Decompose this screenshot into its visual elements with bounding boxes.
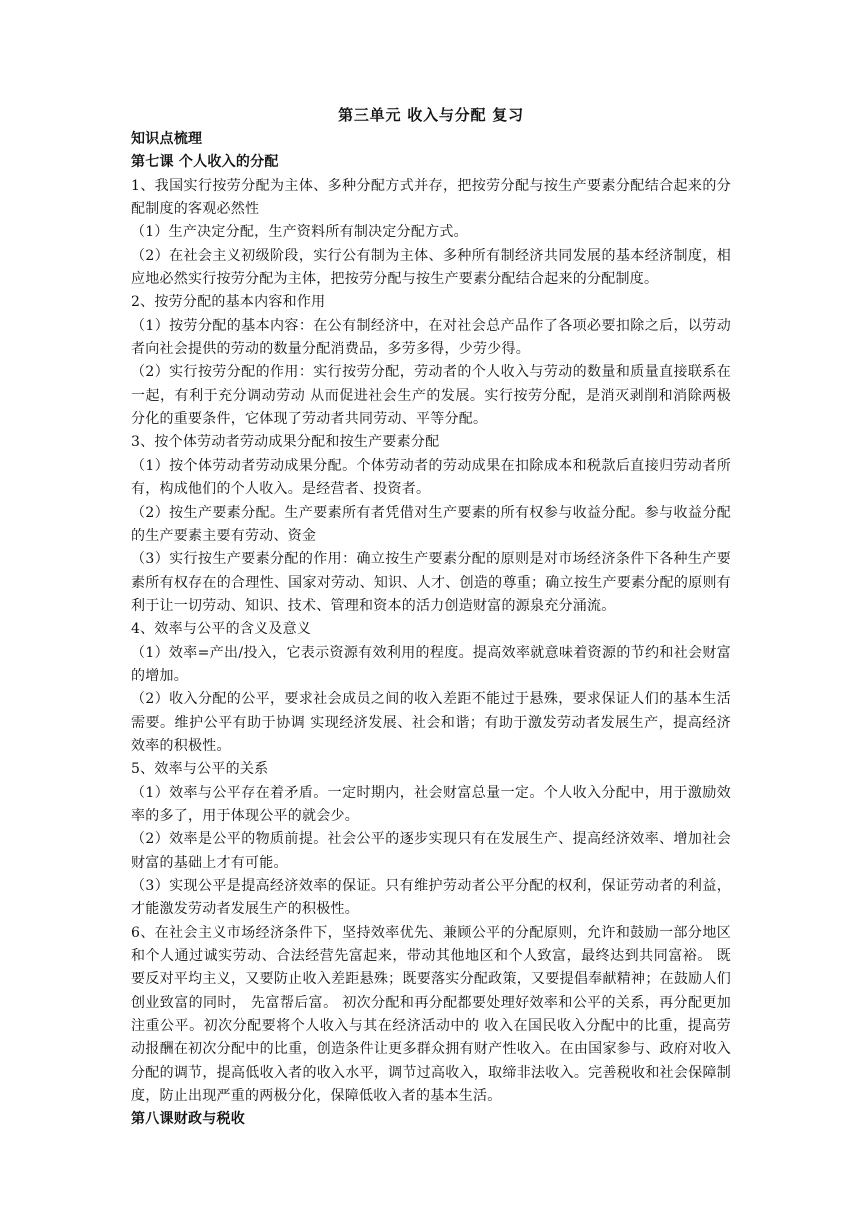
- paragraph: （1）生产决定分配，生产资料所有制决定分配方式。: [131, 224, 468, 241]
- lesson-7-heading: 第七课 个人收入的分配: [131, 154, 279, 171]
- paragraph: 6、在社会主义市场经济条件下，坚持效率优先、兼顾公平的分配原则，允许和鼓励一部分地区和个人通过诚实劳动、合法经营先富起来，带动其他地区和个人致富，最终达到共同富裕。 既要反对平均主义，又要防止收入差距悬殊；既要落实分配政策，又要提倡奉献精神；在鼓励人们创业致富的同时， 先富帮后富。 初次分配和再分配都要处理好效率和公平的关系，再分配更加注重公平。初次分配要将个人收入与其在经济活动中的 收入在国民收入分配中的比重，提高劳动报酬在初次分配中的比重，创造条件让更多群众拥有财产性收入。在由国家参与、政府对收入分配的调节，提高低收入者的收入水平，调节过高收入，取缔非法收入。完善税收和社会保障制度，防止出现严重的两极分化，保障低收入者的基本生活。: [131, 924, 731, 1105]
- paragraph: 2、按劳分配的基本内容和作用: [131, 294, 326, 311]
- paragraph: 4、效率与公平的含义及意义: [131, 621, 312, 638]
- document-content: [131, 104, 731, 1132]
- paragraph: （1）按劳分配的基本内容：在公有制经济中，在对社会总产品作了各项必要扣除之后，以劳动者向社会提供的劳动的数量分配消费品，多劳多得，少劳少得。: [131, 317, 731, 358]
- section-heading: 知识点梳理: [131, 131, 203, 147]
- paragraph: （2）实行按劳分配的作用：实行按劳分配，劳动者的个人收入与劳动的数量和质量直接联系在一起，有利于充分调动劳动 从而促进社会生产的发展。实行按劳分配，是消灭剥削和消除两极分化的重要条件，它体现了劳动者共同劳动、平等分配。: [131, 364, 731, 428]
- paragraph: （2）收入分配的公平，要求社会成员之间的收入差距不能过于悬殊，要求保证人们的基本生活需要。维护公平有助于协调 实现经济发展、社会和谐；有助于激发劳动者发展生产，提高经济效率的积极性。: [131, 691, 731, 754]
- paragraph: 5、效率与公平的关系: [131, 761, 269, 778]
- paragraph: （3）实现公平是提高经济效率的保证。只有维护劳动者公平分配的权利，保证劳动者的利益，才能激发劳动者发展生产的积极性。: [131, 878, 731, 918]
- paragraph: 3、按个体劳动者劳动成果分配和按生产要素分配: [131, 434, 440, 451]
- paragraph: （1）效率与公平存在着矛盾。一定时期内，社会财富总量一定。个人收入分配中，用于激励效率的多了，用于体现公平的就会少。: [131, 784, 731, 824]
- lesson-8-heading: 第八课财政与税收: [131, 1111, 245, 1128]
- paragraph: （1）效率=产出/投入，它表示资源有效利用的程度。提高效率就意味着资源的节约和社会财富的增加。: [131, 644, 731, 684]
- paragraph: （3）实行按生产要素分配的作用：确立按生产要素分配的原则是对市场经济条件下各种生产要素所有权存在的合理性、国家对劳动、知识、人才、创造的尊重；确立按生产要素分配的原则有利于让一切劳动、知识、技术、管理和资本的活力创造财富的源泉充分涌流。: [131, 551, 731, 614]
- paragraph: 1、我国实行按劳分配为主体、多种分配方式并存，把按劳分配与按生产要素分配结合起来的分配制度的客观必然性: [131, 177, 731, 218]
- paragraph: （2）在社会主义初级阶段，实行公有制为主体、多种所有制经济共同发展的基本经济制度，相应地必然实行按劳分配为主体，把按劳分配与按生产要素分配结合起来的分配制度。: [131, 247, 731, 288]
- paragraph: （2）效率是公平的物质前提。社会公平的逐步实现只有在发展生产、提高经济效率、增加社会财富的基础上才有可能。: [131, 831, 731, 871]
- paragraph: （2）按生产要素分配。生产要素所有者凭借对生产要素的所有权参与收益分配。参与收益分配的生产要素主要有劳动、资金: [131, 504, 731, 544]
- paragraph: （1）按个体劳动者劳动成果分配。个体劳动者的劳动成果在扣除成本和税款后直接归劳动者所有，构成他们的个人收入。是经营者、投资者。: [131, 457, 731, 498]
- document-title: 第三单元 收入与分配 复习: [338, 106, 524, 124]
